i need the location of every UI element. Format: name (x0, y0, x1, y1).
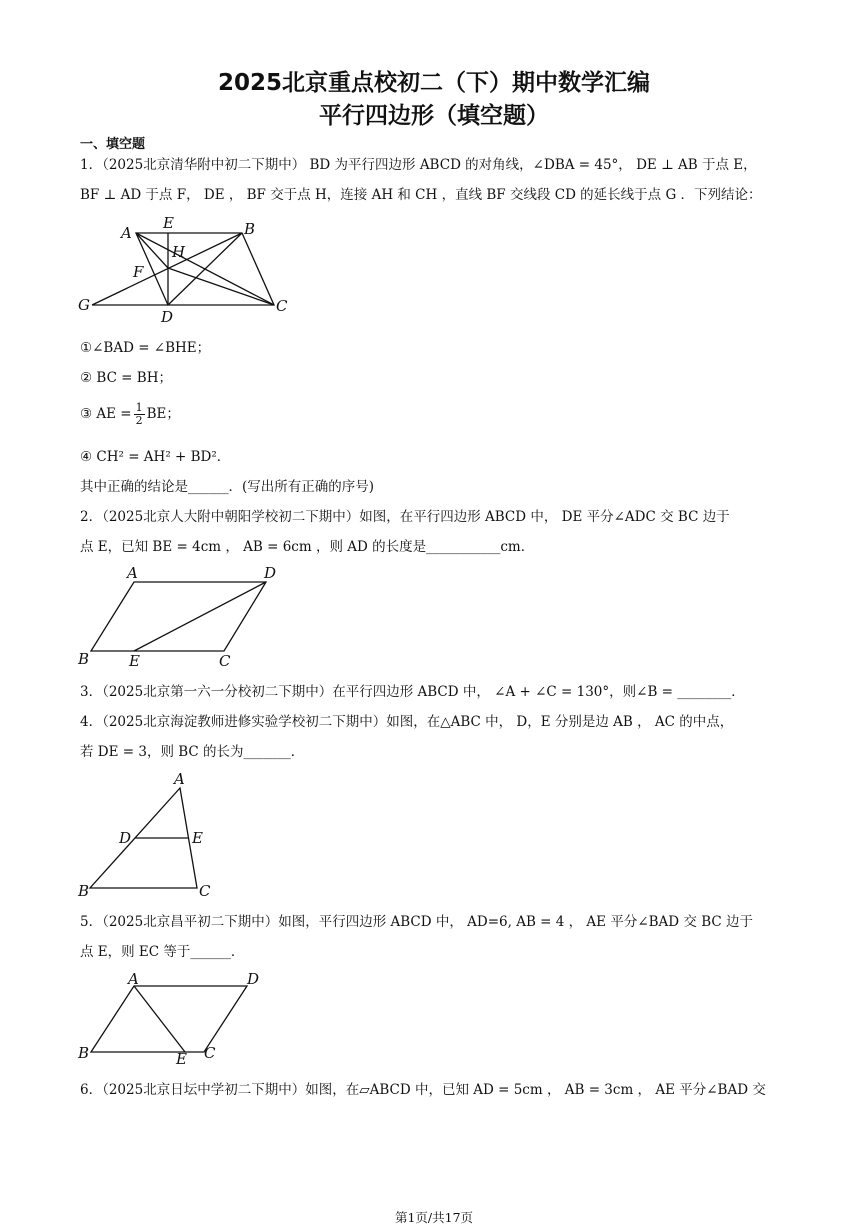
q2-label-d: D (264, 564, 277, 582)
q1-label-b: B (244, 220, 256, 238)
q4-label-c: C (199, 882, 211, 900)
q1-figure (74, 212, 299, 324)
q1-label-e: E (163, 214, 174, 232)
q5-label-a: A (128, 970, 139, 988)
q1-label-d: D (161, 308, 174, 324)
q5-parallelogram (91, 986, 247, 1052)
q1-label-a: A (121, 224, 132, 242)
q4-label-e: E (192, 829, 203, 847)
q5-segment-ae (134, 986, 185, 1052)
q1-conclusion-4: ④ CH² = AH² + BD²． (80, 449, 231, 465)
q1-conclusion-1: ①∠BAD = ∠BHE； (80, 340, 211, 356)
q1-conclusion-2: ② BC = BH； (80, 370, 172, 386)
q1-segment-hc (168, 268, 274, 305)
q2-text-line-2: 点 E，已知 BE = 4cm ， AB = 6cm ，则 AD 的长度是___________cm． (80, 539, 535, 555)
q2-label-e: E (129, 652, 140, 670)
q1-label-g: G (78, 296, 90, 314)
q4-label-d: D (119, 829, 132, 847)
q4-label-a: A (174, 770, 185, 788)
q2-label-a: A (127, 564, 138, 582)
q5-text-line-1: 5．（2025北京昌平初二下期中）如图，平行四边形 ABCD 中， AD=6, AB = 4 ， AE 平分∠BAD 交 BC 边于 (80, 914, 754, 930)
title-line-2: 平行四边形（填空题） (319, 103, 549, 129)
q1-question: 其中正确的结论是______．(写出所有正确的序号) (80, 479, 375, 495)
page-footer: 第1页/共17页 (394, 1210, 474, 1225)
q5-text-line-2: 点 E，则 EC 等于______． (80, 944, 245, 960)
q5-figure (74, 968, 274, 1066)
section-heading: 一、填空题 (80, 137, 146, 152)
q1-conclusion-3: ③ AE = $\frac{1}{2}$ BE； (80, 401, 180, 427)
fraction-one-half: $\frac{1}{2}$ (135, 401, 143, 427)
q1-text-line-2: BF ⊥ AD 于点 F， DE ， BF 交于点 H，连接 AH 和 CH ，直线 BF 交线段 CD 的延长线于点 G ．下列结论： (80, 187, 762, 203)
q5-label-e: E (176, 1050, 187, 1066)
q1-label-f: F (133, 263, 144, 281)
q1-line-gb (92, 233, 242, 305)
title-line-1: 2025北京重点校初二（下）期中数学汇编 (217, 70, 650, 96)
q5-label-d: D (247, 970, 260, 988)
q1-label-c: C (276, 297, 288, 315)
q2-segment-de (134, 582, 266, 651)
q3-text-line-1: 3．（2025北京第一六一分校初二下期中）在平行四边形 ABCD 中， ∠A + ∠C = 130°，则∠B = ________． (80, 684, 745, 700)
q1-text-line-1: 1．（2025北京清华附中初二下期中） BD 为平行四边形 ABCD 的对角线，∠DBA = 45°， DE ⊥ AB 于点 E， (80, 157, 757, 173)
q1-label-h: H (172, 243, 186, 261)
q6-text-line-1: 6．（2025北京日坛中学初二下期中）如图，在▱ABCD 中，已知 AD = 5cm ， AB = 3cm ， AE 平分∠BAD 交 (80, 1082, 766, 1098)
q5-label-b: B (78, 1044, 90, 1062)
q4-label-b: B (78, 882, 90, 900)
q2-label-c: C (219, 652, 231, 670)
q4-figure (74, 768, 224, 900)
q5-label-c: C (204, 1044, 216, 1062)
q2-text-line-1: 2．（2025北京人大附中朝阳学校初二下期中）如图，在平行四边形 ABCD 中， DE 平分∠ADC 交 BC 边于 (80, 509, 730, 525)
q2-figure (74, 564, 289, 670)
q2-label-b: B (78, 650, 90, 668)
q4-text-line-1: 4．（2025北京海淀教师进修实验学校初二下期中）如图，在△ABC 中， D，E 分别是边 AB ， AC 的中点， (80, 714, 734, 730)
q4-text-line-2: 若 DE = 3，则 BC 的长为_______． (80, 744, 305, 760)
q2-parallelogram (91, 582, 266, 651)
